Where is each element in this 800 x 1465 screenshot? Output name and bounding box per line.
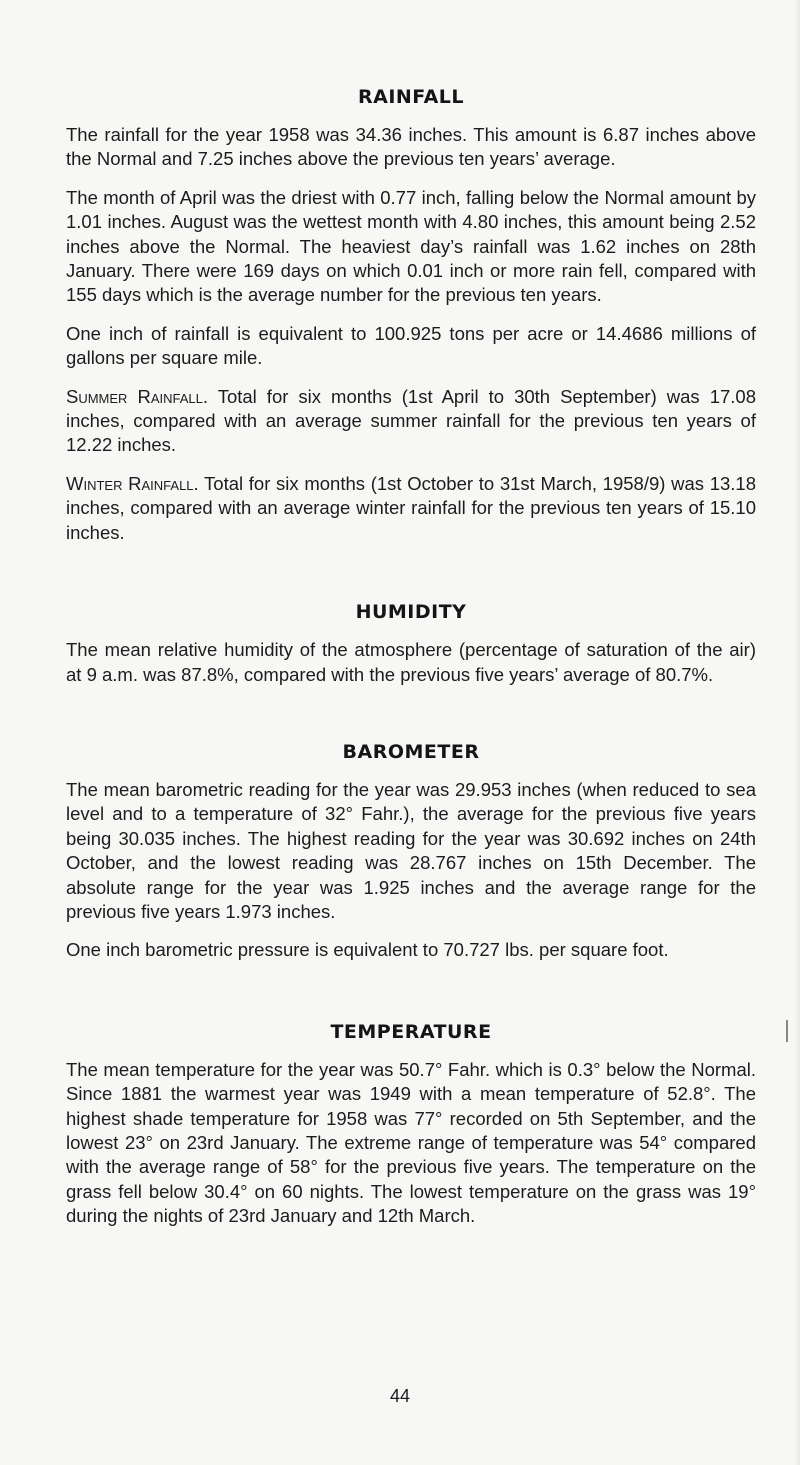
temperature-heading: TEMPERATURE (330, 1020, 492, 1043)
barometer-paragraph-text: The mean barometric reading for the year was 29.953 inches (when reduced to sea level and to a temperature of 32° Fahr.), the average for the previous five years being 30.035 inches. The highest reading for the year was 30.692 inches on 24th October, and the lowest reading was 28.767 inches on 15th December. The absolute range for the year was 1.925 inches and the average range for the previous five years 1.973 inches. (66, 778, 756, 922)
winter-rainfall-label: Winter Rainfall. (66, 472, 199, 494)
temperature-paragraph-text: The mean temperature for the year was 50.7° Fahr. which is 0.3° below the Normal. Since 1881 the warmest year was 1949 with a mean temperature of 52.8°. The highest shade temperature for 1958 was 77° recorded on 5th September, and the lowest 23° on 23rd January. The extreme range of temperature was 54° compared with the average range of 58° for the previous five years. The temperature on the grass fell below 30.4° on 60 nights. The lowest temperature on the grass was 19° during the nights of 23rd January and 12th March. (66, 1058, 756, 1227)
page-edge-shadow (794, 0, 800, 1465)
rainfall-section (66, 86, 756, 545)
page-content (66, 86, 756, 1229)
page-number: 44 (389, 1386, 411, 1406)
temperature-paragraph (66, 1058, 756, 1229)
winter-rainfall-text: Total for six months (1st October to 31st March, 1958/9) was 13.18 inches, compared with an average winter rainfall for the previous ten years of 15.10 inches. (66, 472, 756, 543)
page-edge-mark (786, 1020, 788, 1042)
rainfall-paragraph-text: The month of April was the driest with 0.77 inch, falling below the Normal amount by 1.01 inches. August was the wettest month with 4.80 inches, this amount being 2.52 inches above the Normal. The heaviest day’s rainfall was 1.62 inches on 28th January. There were 169 days on which 0.01 inch or more rain fell, compared with 155 days which is the average number for the previous ten years. (66, 186, 756, 306)
temperature-section (66, 1021, 756, 1229)
rainfall-paragraph (66, 322, 756, 371)
barometer-paragraph (66, 938, 756, 962)
humidity-body (66, 638, 756, 687)
summer-rainfall-text: Total for six months (1st April to 30th September) was 17.08 inches, compared with an average summer rainfall for the previous ten years of 12.22 inches. (66, 385, 756, 456)
humidity-section (66, 601, 756, 687)
summer-rainfall-label: Summer Rainfall. (66, 385, 208, 407)
humidity-paragraph-text: The mean relative humidity of the atmosphere (percentage of saturation of the air) at 9 a.m. was 87.8%, compared with the previous five years’ average of 80.7%. (66, 639, 756, 685)
rainfall-paragraph-text: One inch of rainfall is equivalent to 100.925 tons per acre or 14.4686 millions of gallons per square mile. (66, 322, 756, 369)
humidity-paragraph (66, 638, 756, 687)
humidity-heading: HUMIDITY (355, 601, 467, 624)
winter-rainfall-paragraph (66, 472, 756, 545)
barometer-paragraph (66, 778, 756, 924)
rainfall-body (66, 123, 756, 545)
barometer-heading: BAROMETER (342, 740, 480, 763)
rainfall-paragraph-text: The rainfall for the year 1958 was 34.36 inches. This amount is 6.87 inches above the Normal and 7.25 inches above the previous ten years’ average. (66, 124, 756, 170)
summer-rainfall-paragraph (66, 385, 756, 458)
rainfall-paragraph (66, 186, 756, 308)
rainfall-paragraph (66, 123, 756, 172)
barometer-paragraph-text: One inch barometric pressure is equivalent to 70.727 lbs. per square foot. (66, 939, 669, 961)
barometer-body (66, 778, 756, 963)
barometer-section (66, 741, 756, 963)
rainfall-heading: RAINFALL (357, 86, 465, 108)
temperature-body (66, 1058, 756, 1229)
